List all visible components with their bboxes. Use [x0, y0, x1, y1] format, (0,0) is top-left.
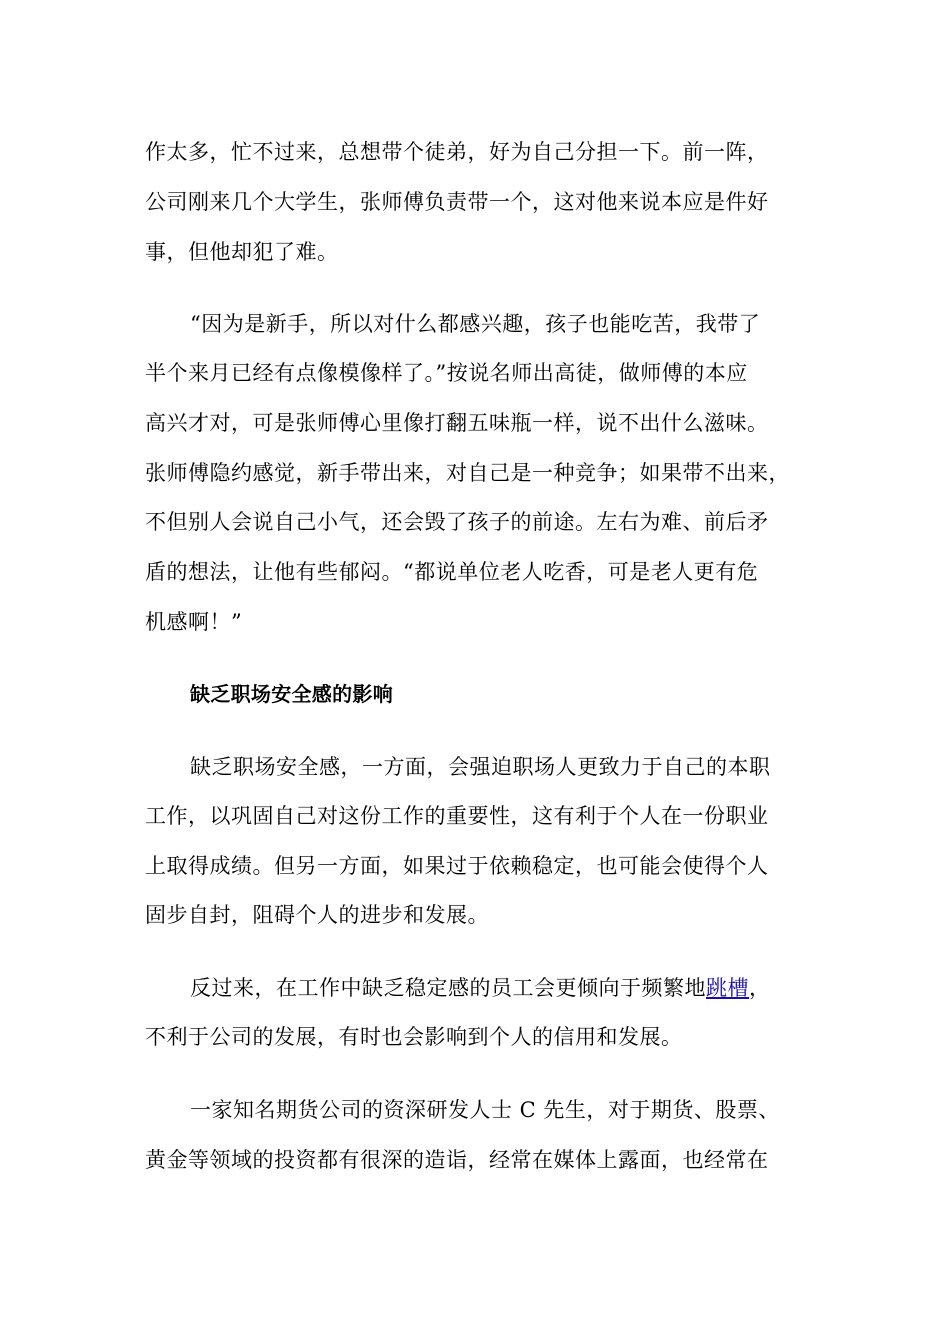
- paragraph-line: 作太多，忙不过来，总想带个徒弟，好为自己分担一下。前一阵，: [145, 140, 769, 164]
- paragraph-text: 反过来，在工作中缺乏稳定感的员工会更倾向于频繁地: [190, 976, 706, 1000]
- paragraph-line: 事，但他却犯了难。: [145, 240, 339, 264]
- paragraph-line: 工作，以巩固自己对这份工作的重要性，这有利于个人在一份职业: [145, 804, 769, 828]
- section-heading: 缺乏职场安全感的影响: [190, 682, 393, 706]
- paragraph-line: 机感啊！”: [145, 610, 243, 634]
- paragraph-line: 固步自封，阻碍个人的进步和发展。: [145, 903, 489, 927]
- paragraph-line: [190, 973, 771, 1003]
- job-hopping-link[interactable]: 跳槽: [706, 976, 749, 1000]
- paragraph-line: 高兴才对，可是张师傅心里像打翻五味瓶一样，说不出什么滋味。: [145, 411, 769, 435]
- paragraph-line: 半个来月已经有点像模像样了。”按说名师出高徒，做师傅的本应: [145, 361, 748, 385]
- paragraph-line: 公司刚来几个大学生，张师傅负责带一个，这对他来说本应是件好: [145, 190, 769, 214]
- paragraph-line: “因为是新手，所以对什么都感兴趣，孩子也能吃苦，我带了: [190, 312, 761, 336]
- paragraph-line: 不利于公司的发展，有时也会影响到个人的信用和发展。: [145, 1025, 683, 1049]
- paragraph-line: 张师傅隐约感觉，新手带出来，对自己是一种竞争；如果带不出来，: [145, 461, 790, 485]
- paragraph-line: 盾的想法，让他有些郁闷。“都说单位老人吃香，可是老人更有危: [145, 560, 759, 584]
- paragraph-line: 上取得成绩。但另一方面，如果过于依赖稳定，也可能会使得个人: [145, 854, 769, 878]
- paragraph-text: ，: [749, 976, 771, 1000]
- paragraph-line: 一家知名期货公司的资深研发人士 C 先生，对于期货、股票、: [190, 1098, 780, 1122]
- paragraph-line: 不但别人会说自己小气，还会毁了孩子的前途。左右为难、前后矛: [145, 510, 769, 534]
- paragraph-line: 缺乏职场安全感，一方面，会强迫职场人更致力于自己的本职: [190, 755, 771, 779]
- paragraph-line: 黄金等领域的投资都有很深的造诣，经常在媒体上露面，也经常在: [145, 1148, 769, 1172]
